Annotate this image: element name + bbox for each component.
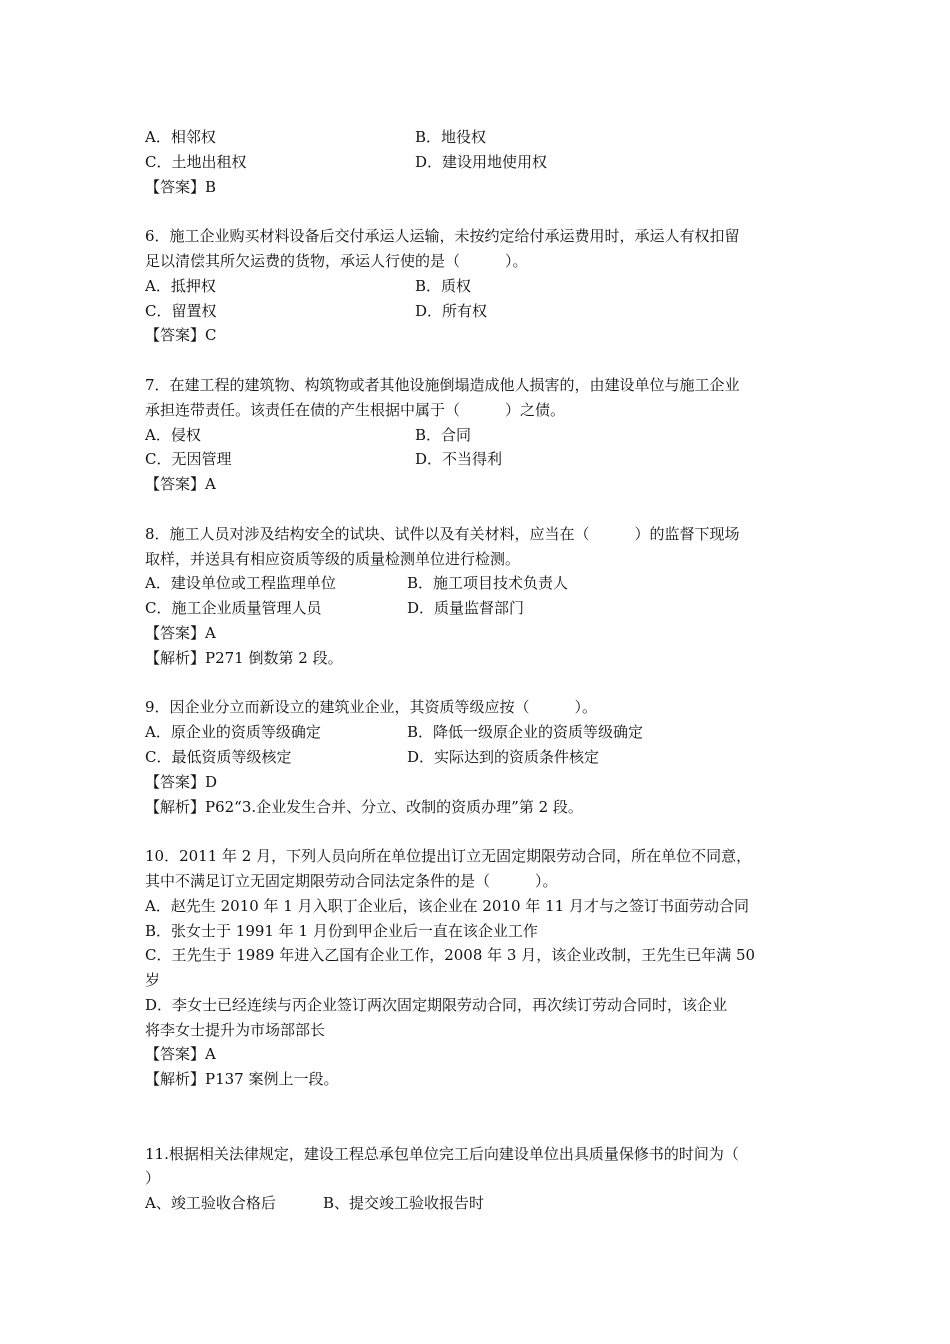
q11-stem-line-2: ） <box>145 1169 161 1188</box>
q5-options-row-2 <box>145 150 810 175</box>
q9-option-b: B．降低一级原企业的资质等级确定 <box>407 723 644 742</box>
q6-stem-line-2: 足以清偿其所欠运费的货物，承运人行使的是（ ）。 <box>145 251 528 270</box>
q7-option-d: D．不当得利 <box>415 450 503 469</box>
q7-options-row-1 <box>145 423 810 448</box>
q11-option-b: B、提交竣工验收报告时 <box>323 1194 485 1213</box>
q8-option-b: B．施工项目技术负责人 <box>407 574 569 593</box>
q8-option-d: D．质量监督部门 <box>407 599 525 618</box>
q6-answer: 【答案】C <box>145 326 217 345</box>
q9-analysis: 【解析】P62“3.企业发生合并、分立、改制的资质办理”第 2 段。 <box>145 797 583 816</box>
q9-options-row-1 <box>145 720 810 745</box>
q5-option-d: D．建设用地使用权 <box>415 152 548 171</box>
q6-option-c: C．留置权 <box>145 301 217 320</box>
q10-option-b: B．张女士于 1991 年 1 月份到甲企业后一直在该企业工作 <box>145 921 538 940</box>
q10-option-c-line-2: 岁 <box>145 971 161 990</box>
q9-option-d: D．实际达到的资质条件核定 <box>407 747 600 766</box>
q10-stem-line-1: 10．2011 年 2 月，下列人员向所在单位提出订立无固定期限劳动合同，所在单位不同意， <box>145 847 752 866</box>
q7-option-c: C．无因管理 <box>145 450 232 469</box>
q9-stem-line-1: 9．因企业分立而新设立的建筑业企业，其资质等级应按（ ）。 <box>145 698 598 717</box>
q6-option-a: A．抵押权 <box>145 276 216 295</box>
q6-option-b: B．质权 <box>415 276 472 295</box>
q7-options-row-2 <box>145 447 810 472</box>
q10-analysis: 【解析】P137 案例上一段。 <box>145 1070 339 1089</box>
q5-option-c: C．土地出租权 <box>145 152 247 171</box>
q9-option-c: C．最低资质等级核定 <box>145 747 292 766</box>
q5-options-row-1 <box>145 125 810 150</box>
q7-option-a: A．侵权 <box>145 425 201 444</box>
q10-option-a: A．赵先生 2010 年 1 月入职丁企业后，该企业在 2010 年 11 月才与之签订书面劳动合同 <box>145 896 749 915</box>
q11-option-a: A、竣工验收合格后 <box>145 1194 276 1213</box>
q6-option-d: D．所有权 <box>415 301 488 320</box>
q7-stem-line-2: 承担连带责任。该责任在债的产生根据中属于（ ）之债。 <box>145 400 566 419</box>
q8-stem-line-1: 8．施工人员对涉及结构安全的试块、试件以及有关材料，应当在（ ）的监督下现场 <box>145 524 740 543</box>
q10-option-d-line-1: D．李女士已经连续与丙企业签订两次固定期限劳动合同，再次续订劳动合同时，该企业 <box>145 995 728 1014</box>
q8-stem-line-2: 取样，并送具有相应资质等级的质量检测单位进行检测。 <box>145 549 521 568</box>
q8-analysis: 【解析】P271 倒数第 2 段。 <box>145 648 343 667</box>
q10-stem-line-2: 其中不满足订立无固定期限劳动合同法定条件的是（ ）。 <box>145 871 558 890</box>
document-content <box>145 125 810 1216</box>
q5-answer: 【答案】B <box>145 177 217 196</box>
q7-option-b: B．合同 <box>415 425 472 444</box>
q5-option-b: B．地役权 <box>415 128 487 146</box>
q11-options-row-1 <box>145 1191 810 1216</box>
q6-options-row-1 <box>145 274 810 299</box>
q8-option-c: C．施工企业质量管理人员 <box>145 599 322 618</box>
q9-options-row-2 <box>145 745 810 770</box>
q9-option-a: A．原企业的资质等级确定 <box>145 723 321 742</box>
q10-option-c-line-1: C．王先生于 1989 年进入乙国有企业工作，2008 年 3 月，该企业改制，王先生已年满 50 <box>145 946 756 965</box>
q7-answer: 【答案】A <box>145 475 216 494</box>
q8-options-row-1 <box>145 571 810 596</box>
q9-answer: 【答案】D <box>145 772 218 791</box>
q6-stem-line-1: 6．施工企业购买材料设备后交付承运人运输，未按约定给付承运费用时，承运人有权扣留 <box>145 227 740 246</box>
q8-options-row-2 <box>145 596 810 621</box>
q11-stem-line-1: 11.根据相关法律规定，建设工程总承包单位完工后向建设单位出具质量保修书的时间为（ <box>145 1144 739 1163</box>
q5-option-a: A．相邻权 <box>145 128 216 146</box>
q8-answer: 【答案】A <box>145 623 216 642</box>
q10-option-d-line-2: 将李女士提升为市场部部长 <box>145 1020 326 1039</box>
q7-stem-line-1: 7．在建工程的建筑物、构筑物或者其他设施倒塌造成他人损害的，由建设单位与施工企业 <box>145 375 740 394</box>
q8-option-a: A．建设单位或工程监理单位 <box>145 574 336 593</box>
q10-answer: 【答案】A <box>145 1045 216 1064</box>
q6-options-row-2 <box>145 299 810 324</box>
